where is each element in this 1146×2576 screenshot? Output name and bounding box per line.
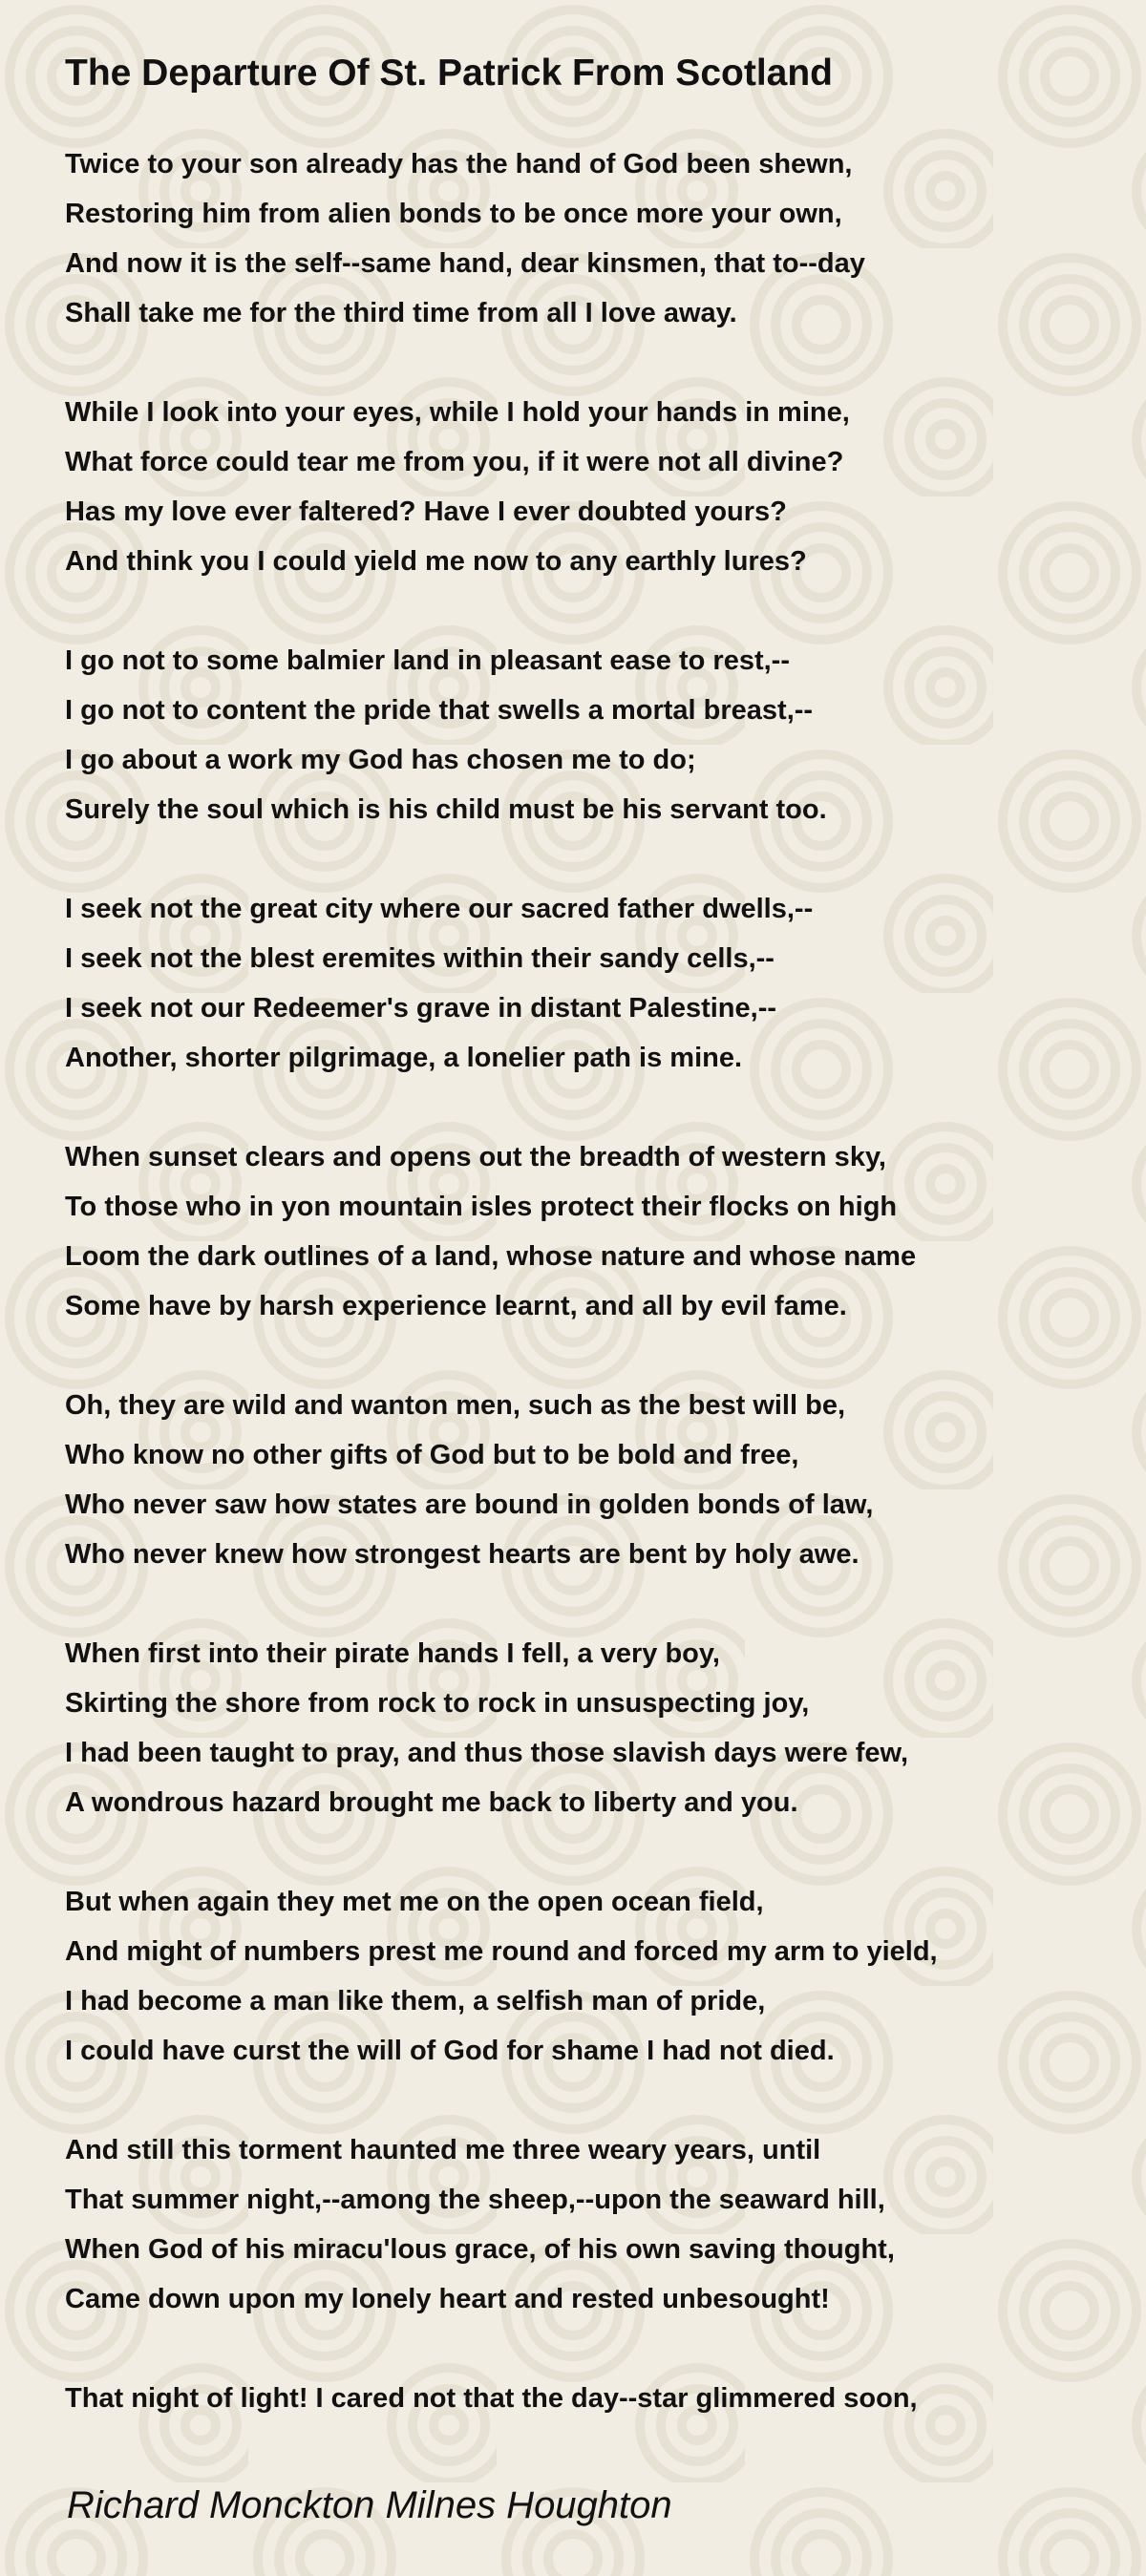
poem-stanza [65,2374,1146,2423]
poem-line: Twice to your son already has the hand of God been shewn, [65,149,853,179]
poem-line: I go not to content the pride that swells a mortal breast,-- [65,695,814,726]
poem-line: And now it is the self--same hand, dear kinsmen, that to--day [65,248,865,279]
poem-stanza [65,1132,1146,1331]
poem-line: When first into their pirate hands I fell, a very boy, [65,1638,720,1669]
poem-line: I had become a man like them, a selfish man of pride, [65,1986,766,2016]
poem-stanza [65,884,1146,1083]
poem-line: Who never saw how states are bound in golden bonds of law, [65,1489,874,1520]
poem-stanza [65,1381,1146,1579]
poem-stanza [65,139,1146,338]
poem-line: When God of his miracu'lous grace, of his own saving thought, [65,2234,895,2265]
poem-line: Some have by harsh experience learnt, and all by evil fame. [65,1291,847,1321]
poem-line: Loom the dark outlines of a land, whose nature and whose name [65,1241,917,1272]
poem-line: Surely the soul which is his child must be his servant too. [65,794,827,825]
poem-stanza [65,1877,1146,2076]
poem-line: I seek not our Redeemer's grave in distant Palestine,-- [65,993,777,1024]
poem-line: While I look into your eyes, while I hold your hands in mine, [65,397,850,428]
poem-body [65,139,1146,2423]
poem-line: I go not to some balmier land in pleasant ease to rest,-- [65,645,790,676]
poem-line: That night of light! I cared not that the day--star glimmered soon, [65,2383,918,2414]
poem-line: I could have curst the will of God for shame I had not died. [65,2036,835,2066]
poem-line: What force could tear me from you, if it were not all divine? [65,447,844,477]
poem-line: Another, shorter pilgrimage, a lonelier path is mine. [65,1043,743,1073]
poem-title: The Departure Of St. Patrick From Scotland [65,53,833,94]
poem-line: A wondrous hazard brought me back to liberty and you. [65,1787,798,1818]
poem-line: Came down upon my lonely heart and rested unbesought! [65,2284,830,2314]
poem-line: But when again they met me on the open ocean field, [65,1887,764,1917]
poem-line: Oh, they are wild and wanton men, such as the best will be, [65,1390,845,1421]
poem-stanza [65,388,1146,586]
poem-line: I had been taught to pray, and thus those slavish days were few, [65,1738,909,1768]
poem-line: And might of numbers prest me round and forced my arm to yield, [65,1936,938,1967]
poem-stanza [65,2125,1146,2324]
poem-line: Shall take me for the third time from all I love away. [65,298,737,328]
poem-line: When sunset clears and opens out the breadth of western sky, [65,1142,886,1172]
poem-line: I seek not the great city where our sacred father dwells,-- [65,894,814,924]
poem-author: Richard Monckton Milnes Houghton [67,2484,672,2526]
poem-line: That summer night,--among the sheep,--upon the seaward hill, [65,2185,885,2215]
poem-line: I go about a work my God has chosen me to do; [65,745,696,775]
poem-line: Restoring him from alien bonds to be once more your own, [65,199,842,229]
poem-line: Has my love ever faltered? Have I ever doubted yours? [65,496,787,527]
poem-line: And think you I could yield me now to any earthly lures? [65,546,807,577]
poem-stanza [65,1629,1146,1827]
poem-stanza [65,636,1146,834]
poem-line: To those who in yon mountain isles protect their flocks on high [65,1192,898,1222]
poem-line: Skirting the shore from rock to rock in unsuspecting joy, [65,1688,810,1719]
poem-line: I seek not the blest eremites within their sandy cells,-- [65,943,775,974]
poem-line: Who never knew how strongest hearts are bent by holy awe. [65,1539,860,1570]
poem-line: Who know no other gifts of God but to be bold and free, [65,1440,799,1470]
poem-line: And still this torment haunted me three weary years, until [65,2135,821,2165]
